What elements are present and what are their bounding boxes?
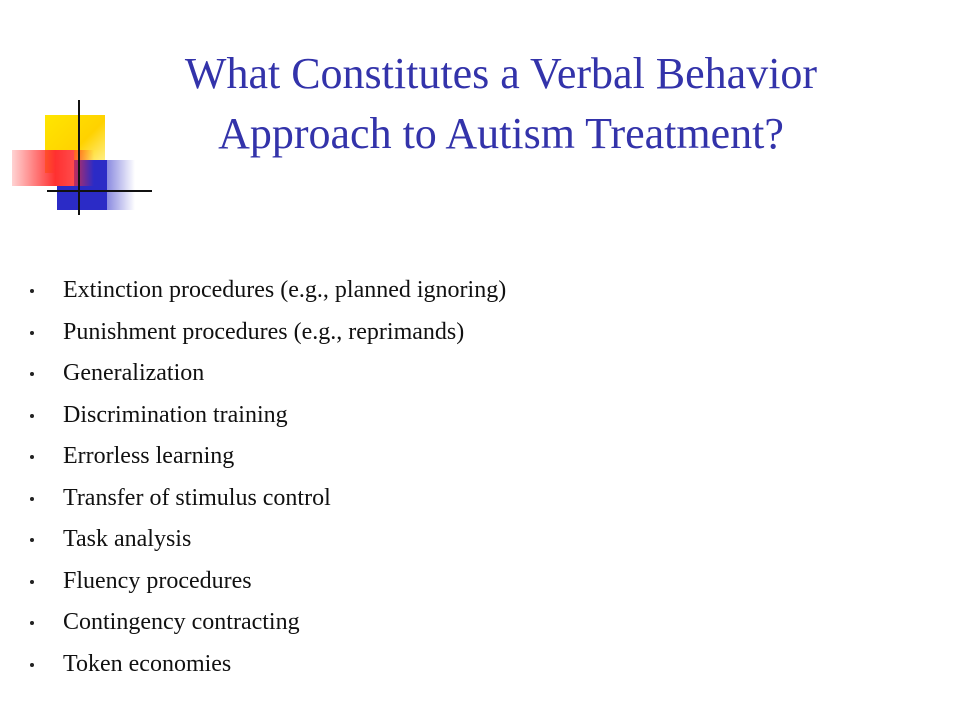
bullet-text: Task analysis [63,526,192,552]
bullet-dot-icon [30,497,34,501]
bullet-text: Extinction procedures (e.g., planned ignoring) [63,277,507,303]
bullet-text: Generalization [63,360,205,386]
bullet-item [30,519,506,561]
horizontal-line [47,190,152,192]
bullet-text: Contingency contracting [63,609,300,635]
bullet-text: Punishment procedures (e.g., reprimands) [63,318,465,345]
red-fade [74,150,94,186]
bullet-item [30,353,506,395]
bullet-dot-icon [30,414,34,418]
bullet-text: Transfer of stimulus control [63,484,331,511]
blue-fade [107,160,135,210]
slide-title: What Constitutes a Verbal Behavior Approach to Autism Treatment? [184,49,818,158]
bullet-dot-icon [30,372,34,376]
bullet-text: Fluency procedures [63,567,252,594]
bullet-item [30,561,506,603]
bullet-item [30,478,506,520]
bullet-item [30,602,506,644]
bullet-dot-icon [30,331,34,335]
bullet-dot-icon [30,455,34,459]
bullet-text: Errorless learning [63,443,235,469]
vertical-line [78,100,80,215]
bullet-dot-icon [30,289,34,293]
red-bar [12,150,74,186]
bullet-item [30,436,506,478]
bullet-item [30,644,506,686]
bullet-item [30,312,506,354]
bullet-dot-icon [30,538,34,542]
bullet-dot-icon [30,580,34,584]
bullet-dot-icon [30,621,34,625]
bullet-item [30,270,506,312]
bullet-text: Discrimination training [63,401,288,428]
bullet-item [30,395,506,437]
bullet-text: Token economies [63,650,232,677]
bullet-dot-icon [30,663,34,667]
bullet-list [30,270,506,685]
